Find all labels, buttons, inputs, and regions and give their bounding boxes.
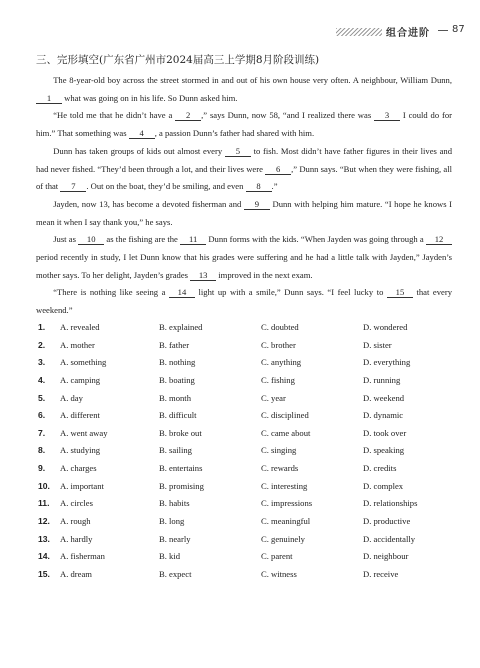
passage-text: to fish. Most didn’t have father figures in their lives and had never fished. “They’d been through a lot, and their lives were <box>36 145 453 174</box>
option-c[interactable]: C. parent <box>261 551 293 562</box>
option-b[interactable]: B. expect <box>159 568 192 579</box>
option-d[interactable]: D. productive <box>363 516 411 527</box>
option-a[interactable]: A. circles <box>60 498 93 509</box>
blank-8[interactable]: 8 <box>246 182 272 192</box>
passage-text: Dunn with helping him mature. “I hope he knows I mean it when I say thank you,” he says. <box>36 198 452 227</box>
passage-paragraph <box>36 143 452 196</box>
option-b[interactable]: B. boating <box>159 374 195 385</box>
option-c[interactable]: C. came about <box>261 427 311 438</box>
option-a[interactable]: A. hardly <box>60 533 93 544</box>
options-list <box>38 322 458 587</box>
option-row <box>38 340 458 358</box>
option-a[interactable]: A. fisherman <box>60 551 105 562</box>
option-b[interactable]: B. difficult <box>159 410 197 421</box>
option-c[interactable]: C. doubted <box>261 322 299 332</box>
blank-10[interactable]: 10 <box>78 235 104 245</box>
option-c[interactable]: C. interesting <box>261 480 308 491</box>
passage-text: “There is nothing like seeing a <box>53 287 169 298</box>
blank-6[interactable]: 6 <box>265 165 291 175</box>
option-a[interactable]: A. dream <box>60 568 92 579</box>
passage-paragraph <box>36 231 452 284</box>
blank-13[interactable]: 13 <box>190 271 216 281</box>
question-number: 1. <box>38 322 46 332</box>
option-d[interactable]: D. receive <box>363 568 399 579</box>
option-b[interactable]: B. entertains <box>159 463 203 474</box>
blank-1[interactable]: 1 <box>36 94 62 104</box>
option-a[interactable]: A. mother <box>60 339 95 350</box>
option-c[interactable]: C. genuinely <box>261 533 305 544</box>
option-a[interactable]: A. day <box>60 392 83 403</box>
cloze-passage <box>36 72 452 320</box>
option-row <box>38 375 458 393</box>
page-header <box>316 24 476 38</box>
passage-text: I could do for him.” That something was <box>36 110 452 139</box>
option-c[interactable]: C. anything <box>261 357 302 368</box>
passage-text: Just as <box>53 234 79 245</box>
option-c[interactable]: C. rewards <box>261 463 299 474</box>
question-number: 4. <box>38 374 46 385</box>
blank-5[interactable]: 5 <box>225 147 251 157</box>
passage-text: “He told me that he didn’t have a <box>53 110 176 121</box>
blank-2[interactable]: 2 <box>175 111 201 121</box>
option-d[interactable]: D. sister <box>363 339 392 350</box>
passage-text: what was going on in his life. So Dunn asked him. <box>62 92 238 103</box>
option-b[interactable]: B. broke out <box>159 427 202 438</box>
option-a[interactable]: A. camping <box>60 374 101 385</box>
option-row <box>38 463 458 481</box>
option-c[interactable]: C. fishing <box>261 374 295 385</box>
passage-text: , a passion Dunn’s father had shared with him. <box>154 128 315 139</box>
option-b[interactable]: B. father <box>159 339 190 350</box>
option-c[interactable]: C. singing <box>261 445 297 456</box>
option-a[interactable]: A. went away <box>60 427 108 438</box>
option-row <box>38 534 458 552</box>
option-b[interactable]: B. month <box>159 392 191 403</box>
option-row <box>38 569 458 587</box>
option-c[interactable]: C. disciplined <box>261 410 309 421</box>
option-row <box>38 516 458 534</box>
passage-paragraph <box>36 107 452 142</box>
blank-3[interactable]: 3 <box>374 111 400 121</box>
question-number: 6. <box>38 410 46 421</box>
header-divider <box>438 30 448 31</box>
passage-paragraph <box>36 284 452 319</box>
option-a[interactable]: A. charges <box>60 463 97 474</box>
passage-text: Dunn forms with the kids. “When Jayden was going through a <box>206 234 426 245</box>
passage-text: ,” Dunn says. “But when they were fishing, all of that <box>36 163 452 192</box>
passage-text: .” <box>271 181 278 192</box>
question-number: 11. <box>38 498 50 509</box>
passage-text: that every weekend.” <box>36 287 453 316</box>
option-c[interactable]: C. brother <box>261 339 296 350</box>
option-b[interactable]: B. long <box>159 516 185 527</box>
passage-paragraph <box>36 196 452 231</box>
option-d[interactable]: D. credits <box>363 463 397 474</box>
blank-12[interactable]: 12 <box>426 235 452 245</box>
passage-text: light up with a smile,” Dunn says. “I feel lucky to <box>194 287 387 298</box>
question-number: 5. <box>38 392 46 403</box>
question-number: 13. <box>38 533 50 544</box>
option-d[interactable]: D. took over <box>363 427 407 438</box>
option-row <box>38 498 458 516</box>
option-d[interactable]: D. neighbour <box>363 551 409 562</box>
option-row <box>38 551 458 569</box>
question-number: 14. <box>38 551 50 562</box>
passage-text: as the fishing are the <box>104 234 181 245</box>
question-number: 3. <box>38 357 46 368</box>
option-b[interactable]: B. habits <box>159 498 190 509</box>
option-row <box>38 393 458 411</box>
passage-paragraph <box>36 72 452 107</box>
question-number: 12. <box>38 516 50 527</box>
blank-4[interactable]: 4 <box>129 129 155 139</box>
option-d[interactable]: D. relationships <box>363 498 418 509</box>
option-a[interactable]: A. rough <box>60 516 91 527</box>
passage-text: improved in the next exam. <box>216 269 313 280</box>
question-number: 2. <box>38 339 46 350</box>
option-c[interactable]: C. witness <box>261 568 297 579</box>
passage-text: The 8-year-old boy across the street stormed in and out of his own house very often. A neighbour, William Dunn, <box>53 75 452 85</box>
option-c[interactable]: C. meaningful <box>261 516 311 527</box>
option-d[interactable]: D. weekend <box>363 392 405 403</box>
option-row <box>38 428 458 446</box>
option-row <box>38 445 458 463</box>
option-c[interactable]: C. year <box>261 392 286 403</box>
page-number: 87 <box>452 24 465 35</box>
blank-15[interactable]: 15 <box>387 288 413 298</box>
blank-14[interactable]: 14 <box>169 288 195 298</box>
option-a[interactable]: A. important <box>60 480 104 491</box>
question-number: 9. <box>38 463 46 474</box>
option-d[interactable]: D. everything <box>363 357 411 368</box>
option-row <box>38 322 458 340</box>
option-b[interactable]: B. explained <box>159 322 203 332</box>
header-hatch-decoration <box>336 28 382 36</box>
header-label: 组合进阶 <box>386 28 430 39</box>
option-row <box>38 481 458 499</box>
passage-text: Jayden, now 13, has become a devoted fisherman and <box>53 198 244 209</box>
option-b[interactable]: B. kid <box>159 551 181 562</box>
option-d[interactable]: D. complex <box>363 480 404 491</box>
option-row <box>38 357 458 375</box>
option-a[interactable]: A. something <box>60 357 107 368</box>
option-d[interactable]: D. accidentally <box>363 533 416 544</box>
option-c[interactable]: C. impressions <box>261 498 313 509</box>
blank-11[interactable]: 11 <box>180 235 206 245</box>
option-b[interactable]: B. promising <box>159 480 204 491</box>
blank-9[interactable]: 9 <box>244 200 270 210</box>
passage-text: period recently in study, I let Dunn know that his grades were suffering and he had a little talk with Jayden,” Jayden’s mother says. To her delight, Jayden’s grades <box>36 252 452 280</box>
option-a[interactable]: A. studying <box>60 445 101 456</box>
blank-7[interactable]: 7 <box>60 182 86 192</box>
option-a[interactable]: A. different <box>60 410 100 421</box>
option-d[interactable]: D. running <box>363 374 401 385</box>
passage-text: . Out on the boat, they’d be smiling, and even <box>86 181 246 192</box>
option-b[interactable]: B. sailing <box>159 445 192 456</box>
option-d[interactable]: D. dynamic <box>363 410 404 421</box>
question-number: 15. <box>38 568 50 579</box>
option-d[interactable]: D. wondered <box>363 322 408 332</box>
passage-text: ,” says Dunn, now 58, “and I realized there was <box>201 110 375 121</box>
option-d[interactable]: D. speaking <box>363 445 405 456</box>
option-a[interactable]: A. revealed <box>60 322 100 332</box>
section-title: 三、完形填空(广东省广州市2024届高三上学期8月阶段训练) <box>36 54 320 66</box>
question-number: 7. <box>38 427 46 438</box>
question-number: 8. <box>38 445 46 456</box>
option-b[interactable]: B. nearly <box>159 533 191 544</box>
question-number: 10. <box>38 480 50 491</box>
option-b[interactable]: B. nothing <box>159 357 196 368</box>
option-row <box>38 410 458 428</box>
passage-text: Dunn has taken groups of kids out almost every <box>53 145 225 156</box>
